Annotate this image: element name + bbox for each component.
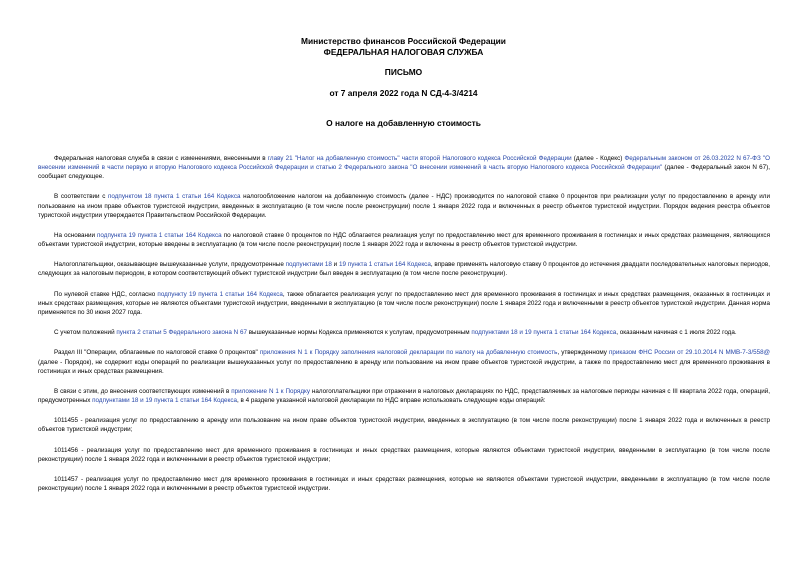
document-type: ПИСЬМО xyxy=(384,67,423,77)
paragraph-text: налогоплательщики при отражении в налоговых декларациях по НДС, представляемых за налоговые периоды начиная с III квартала 2022 года, операций, предусмотренных xyxy=(38,387,770,404)
paragraph-text: , вправе применять налоговую ставку 0 процентов до истечения двадцати последовательных налоговых периодов, следующих за налоговым периодом, в котором соответствующий объект туристской индустрии был введен в эксплуатацию (в том числе после реконструкции). xyxy=(38,261,770,278)
paragraph-text: С учетом положений xyxy=(54,329,117,337)
legal-reference-link[interactable]: приложения N 1 к Порядку заполнения налоговой декларации по налогу на добавленную стоимость xyxy=(259,349,558,357)
paragraph xyxy=(38,387,770,405)
legal-reference-link[interactable]: подпункту 19 пункта 1 статьи 164 Кодекса xyxy=(157,290,283,298)
paragraph-text: по налоговой ставке 0 процентов по НДС облагается реализация услуг по предоставлению мест для временного проживания в гостиницах и иных средствах размещения, являющихся объектами туристской индустрии, которые введены в эксплуатацию (в том числе после реконструкции) после 1 января 2022 года и включены в реестр объектов туристской индустрии. xyxy=(38,231,770,249)
paragraph xyxy=(38,416,770,434)
paragraph-text: (далее - Кодекс) xyxy=(571,155,625,162)
paragraph-text: По нулевой ставке НДС, согласно xyxy=(54,290,158,298)
paragraph-text: , утвержденному xyxy=(557,349,609,357)
legal-reference-link[interactable]: пункта 2 статьи 5 Федерального закона N 67 xyxy=(116,329,247,337)
paragraph-text: В соответствии с xyxy=(54,193,108,201)
paragraph-text: 1011456 - реализация услуг по предоставлению мест для временного проживания в гостиницах и иных средствах размещения, которые являются объектами туристской индустрии, введенными в эксплуатацию (в том числе после реконструкции) после 1 января 2022 года и включенными в реестр объектов туристской индустрии; xyxy=(38,446,770,463)
legal-reference-link[interactable]: приказом ФНС России от 29.10.2014 N ММВ-7-3/558@ xyxy=(608,349,771,357)
paragraph xyxy=(38,475,770,493)
paragraph-text: 1011457 - реализация услуг по предоставлению мест для временного проживания в гостиницах и иных средствах размещения, которые не являются объектами туристской индустрии, введенными в эксплуатацию (в том числе после реконструкции) после 1 января 2022 года и включенными в реестр объектов туристской индустрии. xyxy=(38,476,770,493)
paragraph-text: На основании xyxy=(54,231,98,239)
paragraph-text: Федеральная налоговая служба в связи с изменениями, внесенными в xyxy=(54,155,268,162)
paragraph-text: Налогоплательщики, оказывающие вышеуказанные услуги, предусмотренные xyxy=(54,261,286,269)
paragraph-text: (далее - Федеральный закон N 67), сообщает следующее. xyxy=(38,164,770,181)
legal-reference-link[interactable]: Федеральным законом от 26.03.2022 N 67-ФЗ "О внесении изменений в части первую и вторую Налогового кодекса Российской Федерации и статью 2 Федерального закона "О внесении изменений в часть вторую Налогового кодекса Российской Федерации" xyxy=(38,155,771,172)
paragraph xyxy=(38,328,770,337)
paragraph-text: налогообложение налогом на добавленную стоимость (далее - НДС) производится по налоговой ставке 0 процентов при реализации услуг по предоставлению в аренду или пользование на ином праве объектов туристской индустрии, введенных в эксплуатацию (в том числе после реконструкции) после 1 января 2022 года и включенных в реестр объектов туристской индустрии. Порядок ведения реестра объектов туристской индустрии утверждается Правительством Российской Федерации. xyxy=(38,193,770,219)
document-body xyxy=(38,154,770,504)
paragraph xyxy=(38,348,770,375)
paragraph xyxy=(38,154,770,181)
legal-reference-link[interactable]: подпунктом 18 пункта 1 статьи 164 Кодекса xyxy=(107,193,241,201)
legal-reference-link[interactable]: подпунктами 18 и 19 пункта 1 статьи 164 Кодекса xyxy=(92,397,238,404)
paragraph-text: Раздел III "Операции, облагаемые по налоговой ставке 0 процентов" xyxy=(54,349,260,357)
paragraph-text: , в 4 разделе указанной налоговой декларации по НДС вправе использовать следующие коды операций: xyxy=(237,397,546,404)
legal-reference-link[interactable]: приложение N 1 к Порядку xyxy=(231,387,310,395)
document-subject: О налоге на добавленную стоимость xyxy=(326,118,481,128)
paragraph-text: 1011455 - реализация услуг по предоставлению в аренду или пользование на ином праве объектов туристской индустрии, введенных в эксплуатацию (в том числе после реконструкции) после 1 января 2022 года и включенных в реестр объектов туристской индустрии; xyxy=(38,417,770,434)
legal-reference-link[interactable]: подпункта 19 пункта 1 статьи 164 Кодекса xyxy=(97,231,222,239)
paragraph-text: вышеуказанные нормы Кодекса применяются к услугам, предусмотренным xyxy=(246,329,472,337)
paragraph xyxy=(38,231,770,249)
legal-reference-link[interactable]: подпунктами 18 и 19 пункта 1 статьи 164 Кодекса xyxy=(471,329,617,337)
paragraph xyxy=(38,290,770,317)
paragraph-text: (далее - Порядок), не содержит коды операций по реализации вышеуказанных услуг по предоставлению в аренду или пользование на ином праве объектов туристской индустрии, а также по предоставлению мест для временного проживания в гостиницах и иных средствах размещения. xyxy=(38,358,770,375)
service-name: ФЕДЕРАЛЬНАЯ НАЛОГОВАЯ СЛУЖБА xyxy=(323,46,484,57)
legal-reference-link[interactable]: 19 пункта 1 статьи 164 Кодекса xyxy=(339,261,431,269)
paragraph xyxy=(38,192,770,219)
paragraph-text: , оказанным начиная с 1 июля 2022 года. xyxy=(616,329,737,337)
ministry-name: Министерство финансов Российской Федерации xyxy=(301,36,506,46)
document-date-number: от 7 апреля 2022 года N СД-4-3/4214 xyxy=(329,88,478,98)
paragraph-text: , также облагается реализация услуг по предоставлению мест для временного проживания в гостиницах и иных средствах размещения, оказанных в гостиницах и иных средствах размещения, которые не являются объектами туристской индустрии, введенными в эксплуатацию (в том числе после реконструкции) после 1 января 2022 года и включенными в реестр объектов туристской индустрии. Данная норма применяется по 30 июня 2027 года. xyxy=(38,290,770,316)
legal-reference-link[interactable]: главу 21 "Налог на добавленную стоимость" части второй Налогового кодекса Российской Федерации xyxy=(267,155,572,162)
document-header xyxy=(0,36,807,57)
legal-reference-link[interactable]: подпунктами 18 xyxy=(285,261,332,269)
paragraph-text: и xyxy=(331,261,339,269)
paragraph xyxy=(38,260,770,278)
paragraph xyxy=(38,446,770,464)
paragraph-text: В связи с этим, до внесения соответствующих изменений в xyxy=(54,387,232,395)
